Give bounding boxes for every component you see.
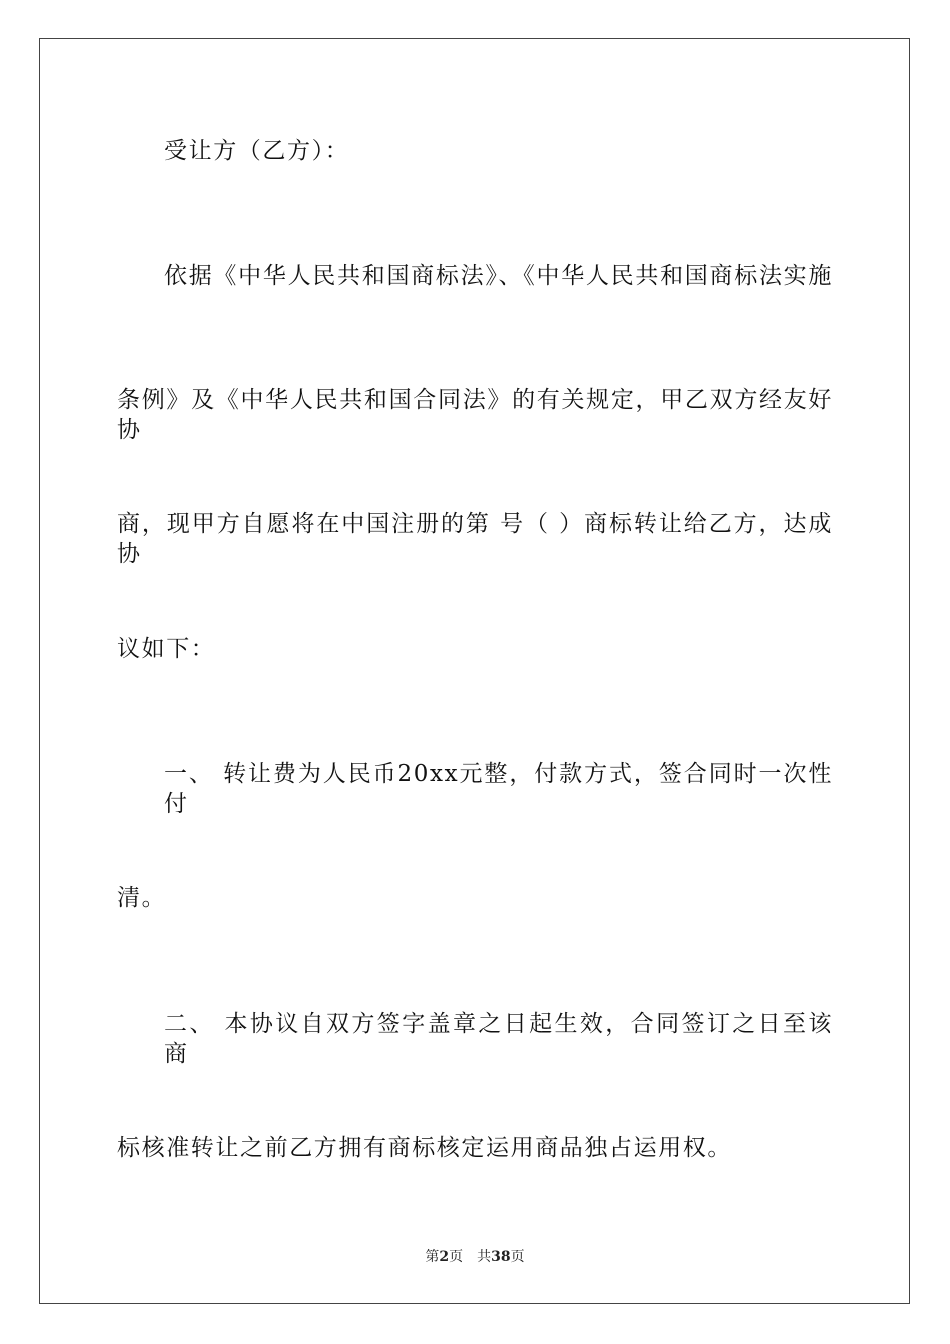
footer-total-pages: 38 <box>491 1249 511 1265</box>
clause-1-line-2: 清。 <box>117 885 167 911</box>
paragraph-line-3: 商，现甲方自愿将在中国注册的第 号（ ）商标转让给乙方，达成协 <box>117 511 833 567</box>
clause-1-line-1: 一、 转让费为人民币20xx元整，付款方式，签合同时一次性付 <box>164 761 833 817</box>
paragraph-line-1: 依据《中华人民共和国商标法》、《中华人民共和国商标法实施 <box>164 263 833 289</box>
party-b-label: 受让方（乙方）： <box>164 138 350 164</box>
paragraph-line-2: 条例》及《中华人民共和国合同法》的有关规定，甲乙双方经友好协 <box>117 387 833 443</box>
footer-total-prefix: 共 <box>477 1249 492 1265</box>
footer-page-suffix: 页 <box>449 1249 464 1265</box>
paragraph-line-4: 议如下： <box>117 636 216 662</box>
footer-total-suffix: 页 <box>510 1249 525 1265</box>
page-footer <box>0 1247 950 1267</box>
clause-2-line-1: 二、 本协议自双方签字盖章之日起生效，合同签订之日至该商 <box>164 1011 833 1067</box>
clause-2-line-2: 标核准转让之前乙方拥有商标核定运用商品独占运用权。 <box>117 1135 732 1161</box>
page-border <box>39 38 910 1304</box>
footer-page-number: 2 <box>439 1249 450 1265</box>
footer-page-prefix: 第 <box>425 1249 440 1265</box>
